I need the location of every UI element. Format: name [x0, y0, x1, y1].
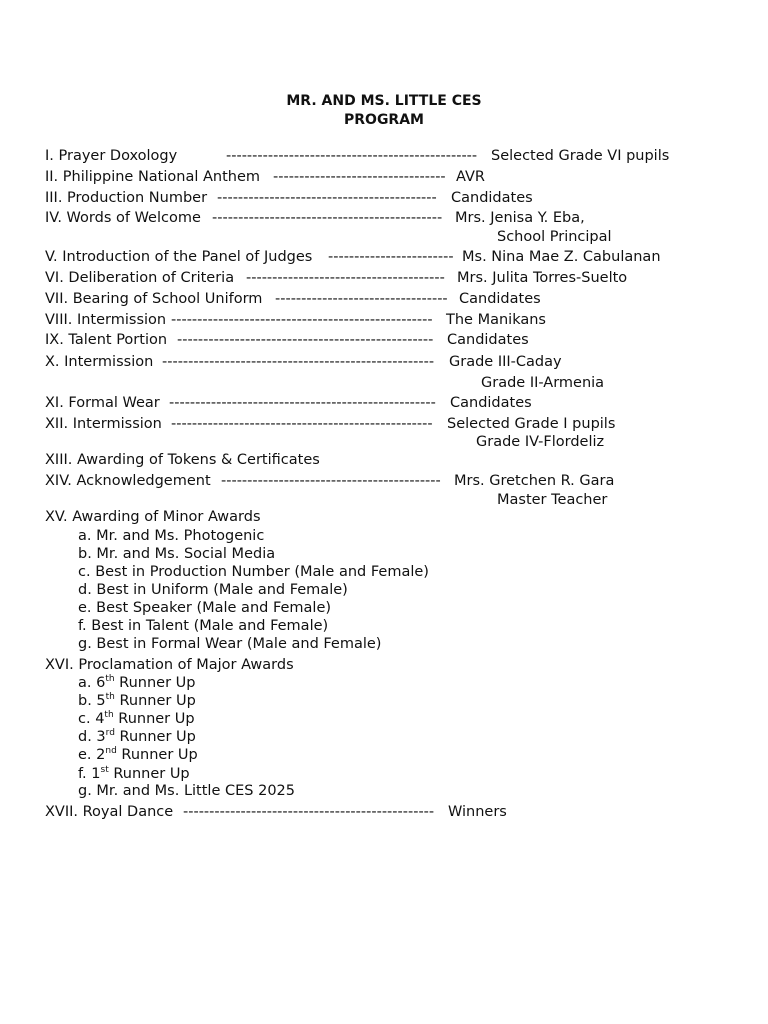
major-award-item: c. 4th Runner Up — [78, 710, 195, 727]
minor-award-item: f. Best in Talent (Male and Female) — [78, 618, 329, 634]
program-item-value: Candidates — [447, 332, 529, 348]
program-item-dashes: ------------------------------------------ — [217, 190, 437, 206]
major-award-item: g. Mr. and Ms. Little CES 2025 — [78, 783, 295, 799]
minor-award-item: d. Best in Uniform (Male and Female) — [78, 582, 348, 598]
program-item-value: Selected Grade I pupils — [447, 416, 616, 432]
program-item-value-secondary: School Principal — [497, 229, 612, 245]
program-item-value: Grade III-Caday — [449, 354, 562, 370]
program-item-value: Mrs. Gretchen R. Gara — [454, 473, 615, 489]
program-item-label: X. Intermission — [45, 354, 154, 370]
program-item-dashes: ---------------------------------------------------- — [162, 354, 435, 370]
program-item-value-secondary: Grade IV-Flordeliz — [476, 434, 605, 450]
program-item-value: Candidates — [451, 190, 533, 206]
program-item-dashes: -------------------------------------------------- — [171, 312, 433, 328]
program-item-label: VI. Deliberation of Criteria — [45, 270, 235, 286]
document-subtitle: PROGRAM — [344, 112, 424, 128]
program-item-value-secondary: Master Teacher — [497, 492, 608, 508]
program-item-label: XIV. Acknowledgement — [45, 473, 211, 489]
major-award-item: b. 5th Runner Up — [78, 692, 196, 709]
program-item-dashes: --------------------------------- — [273, 169, 446, 185]
program-item-label: IX. Talent Portion — [45, 332, 168, 348]
program-item-value: AVR — [456, 169, 485, 185]
program-item-label: XII. Intermission — [45, 416, 162, 432]
program-item-label: XIII. Awarding of Tokens & Certificates — [45, 452, 320, 468]
program-item-label: XVI. Proclamation of Major Awards — [45, 657, 294, 673]
program-item-value-secondary: Grade II-Armenia — [481, 375, 605, 391]
program-item-label: I. Prayer Doxology — [45, 148, 178, 164]
program-item-dashes: -------------------------------------------- — [212, 210, 443, 226]
program-item-value: Winners — [448, 804, 507, 820]
program-item-label: II. Philippine National Anthem — [45, 169, 261, 185]
minor-award-item: b. Mr. and Ms. Social Media — [78, 546, 276, 562]
program-item-dashes: --------------------------------- — [275, 291, 448, 307]
program-item-dashes: --------------------------------------------------- — [169, 395, 436, 411]
program-item-dashes: ------------------------------------------ — [221, 473, 441, 489]
minor-award-item: a. Mr. and Ms. Photogenic — [78, 528, 265, 544]
minor-award-item: c. Best in Production Number (Male and Female) — [78, 564, 429, 580]
program-item-dashes: -------------------------------------------------- — [171, 416, 433, 432]
major-award-item: f. 1st Runner Up — [78, 765, 190, 782]
program-item-value: The Manikans — [446, 312, 546, 328]
program-item-dashes: -------------------------------------- — [246, 270, 445, 286]
program-item-value: Candidates — [450, 395, 532, 411]
major-award-item: a. 6th Runner Up — [78, 674, 196, 691]
program-item-dashes: ------------------------------------------------ — [226, 148, 478, 164]
program-item-label: III. Production Number — [45, 190, 208, 206]
major-award-item: d. 3rd Runner Up — [78, 728, 196, 745]
major-award-item: e. 2nd Runner Up — [78, 746, 198, 763]
program-item-value: Mrs. Jenisa Y. Eba, — [455, 210, 585, 226]
program-item-value: Ms. Nina Mae Z. Cabulanan — [462, 249, 661, 265]
program-item-value: Mrs. Julita Torres-Suelto — [457, 270, 628, 286]
program-item-value: Selected Grade VI pupils — [491, 148, 670, 164]
program-item-label: XI. Formal Wear — [45, 395, 160, 411]
program-item-dashes: ------------------------ — [328, 249, 454, 265]
program-item-label: VII. Bearing of School Uniform — [45, 291, 263, 307]
minor-award-item: g. Best in Formal Wear (Male and Female) — [78, 636, 382, 652]
program-item-dashes: ------------------------------------------------ — [183, 804, 435, 820]
program-item-dashes: ------------------------------------------------- — [177, 332, 434, 348]
document-title: MR. AND MS. LITTLE CES — [286, 93, 482, 109]
program-item-label: VIII. Intermission — [45, 312, 167, 328]
program-item-label: XV. Awarding of Minor Awards — [45, 509, 261, 525]
minor-award-item: e. Best Speaker (Male and Female) — [78, 600, 332, 616]
program-item-label: V. Introduction of the Panel of Judges — [45, 249, 313, 265]
program-item-label: IV. Words of Welcome — [45, 210, 201, 226]
program-item-label: XVII. Royal Dance — [45, 804, 174, 820]
program-item-value: Candidates — [459, 291, 541, 307]
